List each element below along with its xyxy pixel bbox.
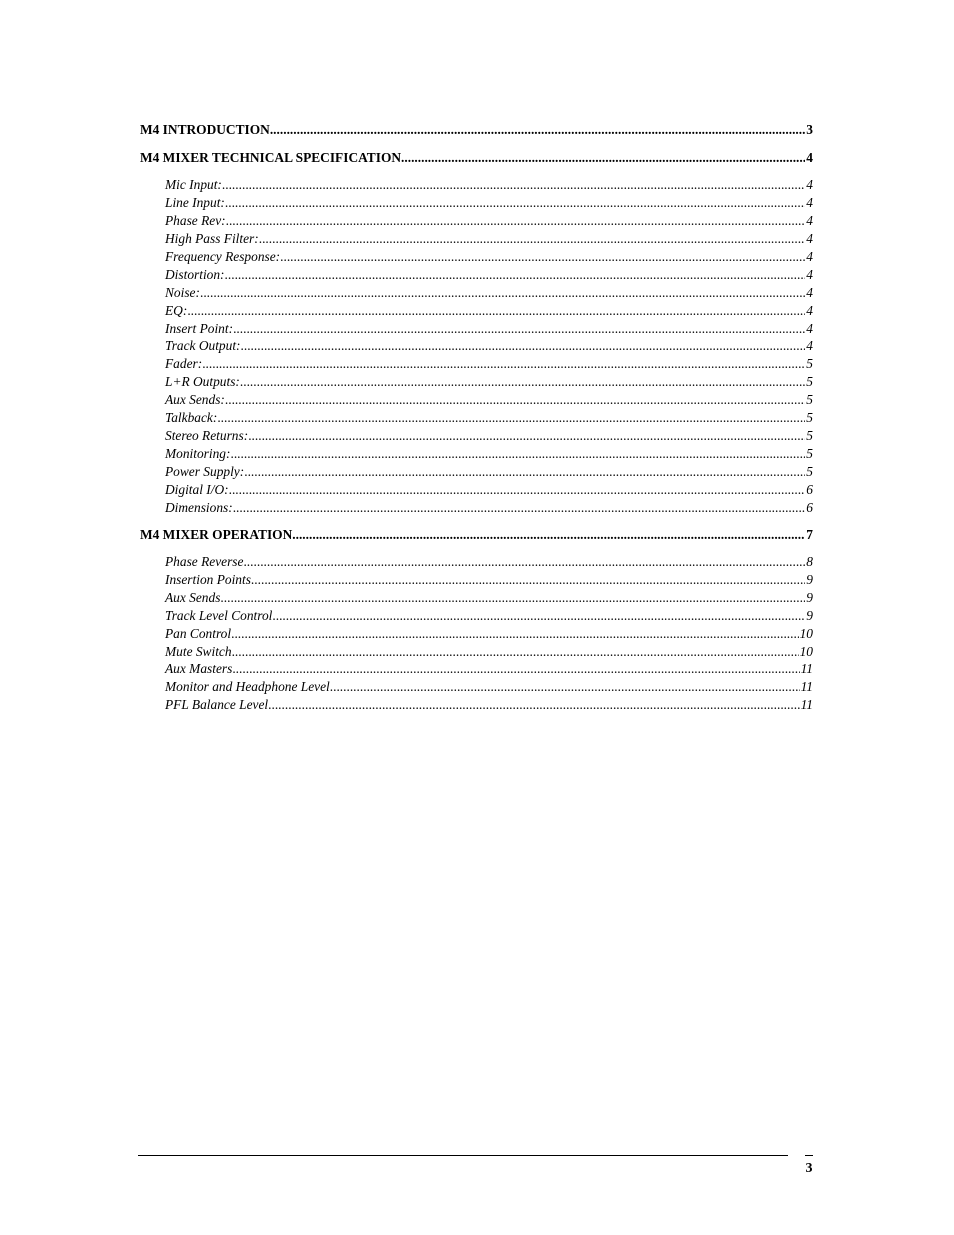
toc-entry-title: Distortion: (165, 266, 225, 282)
toc-entry-title: Dimensions: (165, 499, 233, 515)
dot-leader (272, 607, 805, 625)
toc-heading-page: 4 (806, 150, 813, 165)
section-spacer (140, 139, 813, 149)
toc-heading-title: M4 INTRODUCTION (140, 122, 270, 137)
dot-leader (244, 463, 805, 481)
toc-entry-title: Phase Reverse (165, 553, 244, 569)
toc-entry-title: Noise: (165, 284, 200, 300)
dot-leader (280, 248, 805, 266)
toc-entry-row[interactable] (165, 427, 813, 445)
toc-entry-row[interactable] (165, 320, 813, 338)
dot-leader (226, 212, 806, 230)
toc-entry-page: 11 (800, 697, 813, 713)
table-of-contents (140, 121, 813, 723)
toc-entry-page: 11 (800, 661, 813, 677)
toc-entry-row[interactable] (165, 230, 813, 248)
toc-entry-page: 4 (806, 266, 813, 282)
footer-rule (138, 1155, 788, 1156)
toc-entry-row[interactable] (165, 607, 813, 625)
toc-entry-page: 5 (806, 410, 813, 426)
toc-entry-row[interactable] (165, 194, 813, 212)
toc-heading-page: 7 (806, 526, 813, 542)
toc-entry-row[interactable] (165, 373, 813, 391)
dot-leader (243, 553, 805, 571)
toc-entry-title: Frequency Response: (165, 248, 281, 264)
toc-entry-page: 8 (806, 553, 813, 569)
toc-entry-page: 9 (806, 607, 813, 623)
toc-entry-page: 11 (800, 679, 813, 695)
toc-entry-page: 4 (806, 194, 813, 210)
dot-leader (233, 320, 805, 338)
toc-entry-row[interactable] (165, 463, 813, 481)
toc-entry-row[interactable] (165, 589, 813, 607)
dot-leader (231, 625, 799, 643)
toc-entry-title: Pan Control (165, 625, 232, 641)
toc-entry-page: 10 (799, 625, 813, 641)
toc-entry-title: Aux Masters (165, 661, 233, 677)
page-number: 3 (805, 1161, 813, 1172)
toc-entry-page: 5 (806, 428, 813, 444)
dot-leader (241, 337, 806, 355)
toc-entry-page: 4 (806, 338, 813, 354)
toc-entry-row[interactable] (165, 212, 813, 230)
toc-entry-title: Aux Sends: (165, 392, 225, 408)
toc-section (140, 526, 813, 723)
toc-entry-page: 5 (806, 356, 813, 372)
dot-leader (217, 409, 805, 427)
toc-entry-page: 9 (806, 571, 813, 587)
toc-entry-page: 4 (806, 302, 813, 318)
toc-entry-page: 4 (806, 284, 813, 300)
dot-leader (232, 643, 799, 661)
toc-entry-page: 4 (806, 230, 813, 246)
toc-entry-row[interactable] (165, 553, 813, 571)
toc-entry-page: 5 (806, 392, 813, 408)
toc-entry-page: 4 (806, 212, 813, 228)
toc-entry-page: 6 (806, 499, 813, 515)
toc-entry-title: Mic Input: (165, 177, 222, 192)
page-number-rule (805, 1155, 813, 1156)
toc-entry-title: L+R Outputs: (165, 374, 240, 390)
toc-entry-title: Fader: (165, 356, 203, 372)
toc-entry-row[interactable] (165, 660, 813, 678)
dot-leader (229, 481, 806, 499)
dot-leader (270, 121, 805, 139)
toc-entry-page: 5 (806, 374, 813, 390)
toc-entry-list (140, 544, 813, 723)
toc-entry-page: 4 (806, 320, 813, 336)
toc-entry-row[interactable] (165, 678, 813, 696)
toc-entry-page: 9 (806, 589, 813, 605)
toc-entry-row[interactable] (165, 643, 813, 661)
toc-heading-title: M4 MIXER TECHNICAL SPECIFICATION. (140, 150, 405, 165)
dot-leader (248, 427, 805, 445)
toc-heading-title: M4 MIXER OPERATION (140, 526, 293, 542)
dot-leader (330, 678, 800, 696)
toc-heading-row[interactable] (140, 149, 813, 167)
toc-entry-page: 6 (806, 481, 813, 497)
dot-leader (292, 526, 805, 544)
toc-entry-row[interactable] (165, 355, 813, 373)
toc-entry-title: PFL Balance Level (165, 697, 269, 713)
toc-entry-row[interactable] (165, 248, 813, 266)
dot-leader (268, 696, 799, 714)
dot-leader (230, 445, 805, 463)
dot-leader (251, 571, 805, 589)
toc-entry-row[interactable] (165, 445, 813, 463)
toc-entry-title: Power Supply: (165, 464, 245, 479)
toc-entry-page: 10 (799, 643, 813, 659)
toc-heading-row[interactable] (140, 526, 813, 544)
dot-leader (200, 284, 805, 302)
toc-entry-title: Talkback: (165, 410, 218, 426)
toc-entry-page: 5 (806, 446, 813, 462)
toc-entry-list (140, 167, 813, 526)
toc-entry-title: High Pass Filter: (165, 230, 259, 246)
toc-entry-row[interactable] (165, 499, 813, 517)
toc-entry-title: Stereo Returns: (165, 428, 249, 444)
toc-entry-title: Phase Rev: (165, 212, 226, 228)
dot-leader (232, 660, 799, 678)
toc-entry-row[interactable] (165, 571, 813, 589)
toc-entry-title: Digital I/O: (165, 481, 229, 497)
dot-leader (187, 302, 805, 320)
dot-leader (225, 266, 806, 284)
dot-leader (225, 194, 805, 212)
toc-heading-page: 3 (806, 122, 813, 137)
dot-leader (220, 589, 805, 607)
toc-entry-row[interactable] (165, 696, 813, 714)
toc-entry-title: Line Input: (165, 194, 225, 210)
dot-leader (233, 499, 806, 517)
toc-entry-page: 4 (806, 248, 813, 264)
toc-entry-title: Aux Sends (165, 589, 221, 605)
dot-leader (225, 391, 805, 409)
toc-entry-title: Insert Point: (165, 320, 234, 336)
toc-entry-row[interactable] (165, 625, 813, 643)
toc-entry-title: Monitor and Headphone Level (165, 679, 330, 695)
toc-entry-title: EQ: (165, 302, 188, 318)
toc-heading-row[interactable] (140, 121, 813, 139)
toc-entry-title: Mute Switch (165, 643, 232, 659)
toc-entry-row[interactable] (165, 409, 813, 427)
toc-entry-row[interactable] (165, 481, 813, 499)
toc-entry-page: 4 (806, 177, 813, 192)
dot-leader (202, 355, 805, 373)
toc-entry-title: Insertion Points (165, 571, 251, 587)
toc-section (140, 121, 813, 149)
toc-entry-title: Track Level Control (165, 607, 273, 623)
toc-entry-row[interactable] (165, 302, 813, 320)
dot-leader (222, 176, 805, 194)
dot-leader (404, 149, 805, 167)
dot-leader (240, 373, 805, 391)
toc-section (140, 149, 813, 526)
toc-entry-row[interactable] (165, 176, 813, 194)
toc-entry-row[interactable] (165, 284, 813, 302)
dot-leader (259, 230, 806, 248)
toc-entry-row[interactable] (165, 337, 813, 355)
toc-entry-title: Monitoring: (165, 446, 231, 462)
toc-entry-row[interactable] (165, 391, 813, 409)
toc-entry-title: Track Output: (165, 338, 241, 354)
toc-entry-page: 5 (806, 464, 813, 479)
toc-entry-row[interactable] (165, 266, 813, 284)
